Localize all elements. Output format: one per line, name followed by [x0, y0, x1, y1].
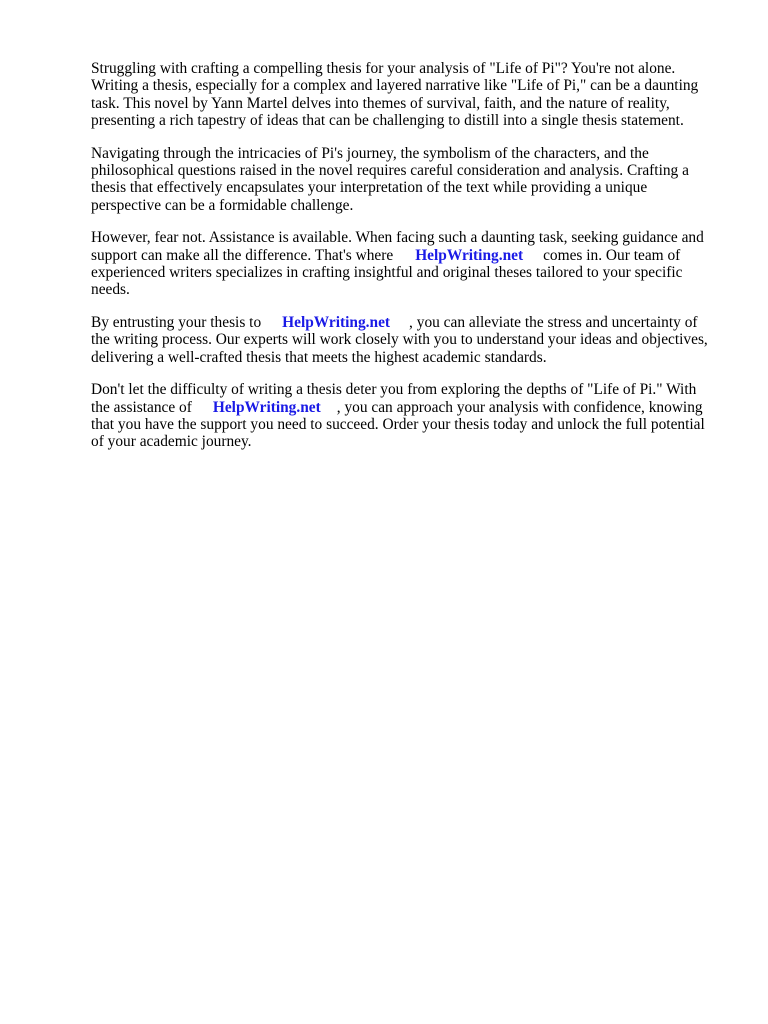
paragraph-closing — [91, 381, 717, 451]
document-page — [91, 60, 717, 466]
helpwriting-link[interactable]: HelpWriting.net — [212, 398, 321, 416]
helpwriting-link[interactable]: HelpWriting.net — [415, 246, 524, 264]
paragraph-intro: Struggling with crafting a compelling thesis for your analysis of "Life of Pi"? You're not alone. Writing a thesis, especially for a complex and layered narrative like "Life of Pi," can be a daunting task. This novel by Yann Martel delves into themes of survival, faith, and the nature of reality, presenting a rich tapestry of ideas that can be challenging to distill into a single thesis statement. — [91, 60, 699, 130]
paragraph-assistance-text-after: comes in. Our team of experienced writers specializes in crafting insightful and original theses tailored to your specific needs. — [91, 246, 683, 299]
paragraph-assistance-text-before: However, fear not. Assistance is available. When facing such a daunting task, seeking guidance and support can make all the difference. That's where — [91, 229, 704, 264]
paragraph-entrusting-text-after: , you can alleviate the stress and uncertainty of the writing process. Our experts will work closely with you to understand your ideas and objectives, delivering a well-crafted thesis that meets the highest academic standards. — [91, 313, 708, 366]
paragraph-closing-text-after: , you can approach your analysis with confidence, knowing that you have the support you need to succeed. Order your thesis today and unlock the full potential of your academic journey. — [91, 398, 705, 451]
paragraph-closing-text-before: Don't let the difficulty of writing a thesis deter you from exploring the depths of "Life of Pi." With the assistance of — [91, 381, 697, 416]
paragraph-challenge: Navigating through the intricacies of Pi's journey, the symbolism of the characters, and the philosophical questions raised in the novel requires careful consideration and analysis. Crafting a thesis that effectively encapsulates your interpretation of the text while providing a unique perspective can be a formidable challenge. — [91, 144, 689, 214]
paragraph-entrusting — [91, 314, 717, 366]
paragraph-assistance — [91, 229, 717, 299]
paragraph-entrusting-text-before: By entrusting your thesis to — [91, 313, 262, 331]
helpwriting-link[interactable]: HelpWriting.net — [282, 313, 391, 331]
